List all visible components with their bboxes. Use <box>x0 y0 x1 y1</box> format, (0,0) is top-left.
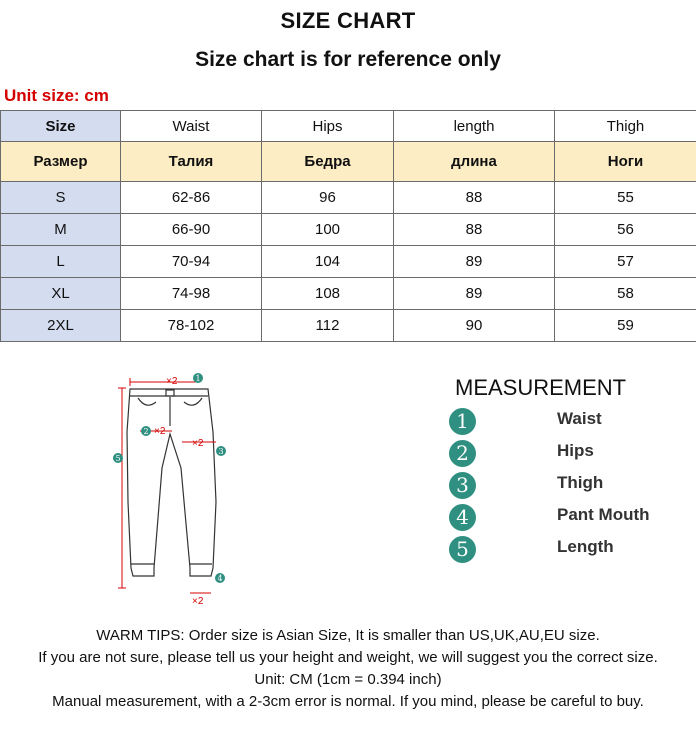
marker-number: 4 <box>217 574 223 583</box>
table-row <box>1 310 696 342</box>
header-cell: Ноги <box>555 142 696 182</box>
value-cell: 66-90 <box>121 214 262 246</box>
marker-number: 5 <box>115 454 121 463</box>
legend-number-badge: 3 <box>449 472 476 499</box>
size-cell: 2XL <box>1 310 121 342</box>
table-row <box>1 214 696 246</box>
legend-item-hips <box>446 438 686 468</box>
tip-line: WARM TIPS: Order size is Asian Size, It is smaller than US,UK,AU,EU size. <box>96 627 600 644</box>
warm-tips <box>0 625 696 713</box>
times-two-label: ×2 <box>192 438 204 449</box>
value-cell: 74-98 <box>121 278 262 310</box>
value-cell: 62-86 <box>121 182 262 214</box>
page-subtitle: Size chart is for reference only <box>195 48 501 71</box>
marker-number: 3 <box>218 447 224 456</box>
header-cell: Thigh <box>555 111 696 142</box>
value-cell: 89 <box>394 246 555 278</box>
value-cell: 100 <box>262 214 394 246</box>
header-cell: length <box>394 111 555 142</box>
value-cell: 89 <box>394 278 555 310</box>
tip-line: Manual measurement, with a 2-3cm error is normal. If you mind, please be careful to buy. <box>52 693 644 710</box>
value-cell: 56 <box>555 214 696 246</box>
unit-label: Unit size: cm <box>4 86 109 105</box>
legend-number-badge: 4 <box>449 504 476 531</box>
legend-label: Length <box>557 537 614 556</box>
header-cell: длина <box>394 142 555 182</box>
tip-line: If you are not sure, please tell us your height and weight, we will suggest you the correct size. <box>38 649 658 666</box>
size-cell: XL <box>1 278 121 310</box>
legend-number-badge: 5 <box>449 536 476 563</box>
tip-line: Unit: CM (1cm = 0.394 inch) <box>254 671 442 688</box>
legend-item-thigh <box>446 470 686 500</box>
header-row-english <box>1 111 696 142</box>
value-cell: 112 <box>262 310 394 342</box>
times-two-label: ×2 <box>166 376 178 387</box>
table-row <box>1 246 696 278</box>
value-cell: 78-102 <box>121 310 262 342</box>
value-cell: 59 <box>555 310 696 342</box>
value-cell: 58 <box>555 278 696 310</box>
value-cell: 108 <box>262 278 394 310</box>
size-cell: L <box>1 246 121 278</box>
value-cell: 55 <box>555 182 696 214</box>
value-cell: 96 <box>262 182 394 214</box>
size-cell: S <box>1 182 121 214</box>
header-cell: Waist <box>121 111 262 142</box>
table-row <box>1 182 696 214</box>
value-cell: 104 <box>262 246 394 278</box>
size-cell: M <box>1 214 121 246</box>
pants-outline-icon <box>127 389 216 576</box>
marker-number: 2 <box>143 427 149 436</box>
value-cell: 88 <box>394 182 555 214</box>
header-cell: Бедра <box>262 142 394 182</box>
header-row-russian <box>1 142 696 182</box>
value-cell: 70-94 <box>121 246 262 278</box>
legend-item-length <box>446 534 686 564</box>
legend-number-badge: 2 <box>449 440 476 467</box>
value-cell: 90 <box>394 310 555 342</box>
header-cell: Hips <box>262 111 394 142</box>
legend-label: Thigh <box>557 473 604 492</box>
legend-label: Hips <box>557 441 594 460</box>
legend-item-pant-mouth <box>446 502 686 532</box>
page-title: SIZE CHART <box>280 8 416 33</box>
size-table <box>0 110 696 342</box>
marker-number: 1 <box>195 374 201 383</box>
header-cell: Size <box>1 111 121 142</box>
measurement-title: MEASUREMENT <box>455 375 627 400</box>
legend-item-waist <box>446 406 686 436</box>
table-row <box>1 278 696 310</box>
legend-label: Waist <box>557 409 602 428</box>
pants-diagram <box>100 362 250 612</box>
times-two-label: ×2 <box>154 426 166 437</box>
value-cell: 88 <box>394 214 555 246</box>
value-cell: 57 <box>555 246 696 278</box>
header-cell: Талия <box>121 142 262 182</box>
header-cell: Размер <box>1 142 121 182</box>
times-two-label: ×2 <box>192 596 204 607</box>
legend-number-badge: 1 <box>449 408 476 435</box>
legend-label: Pant Mouth <box>557 505 650 524</box>
